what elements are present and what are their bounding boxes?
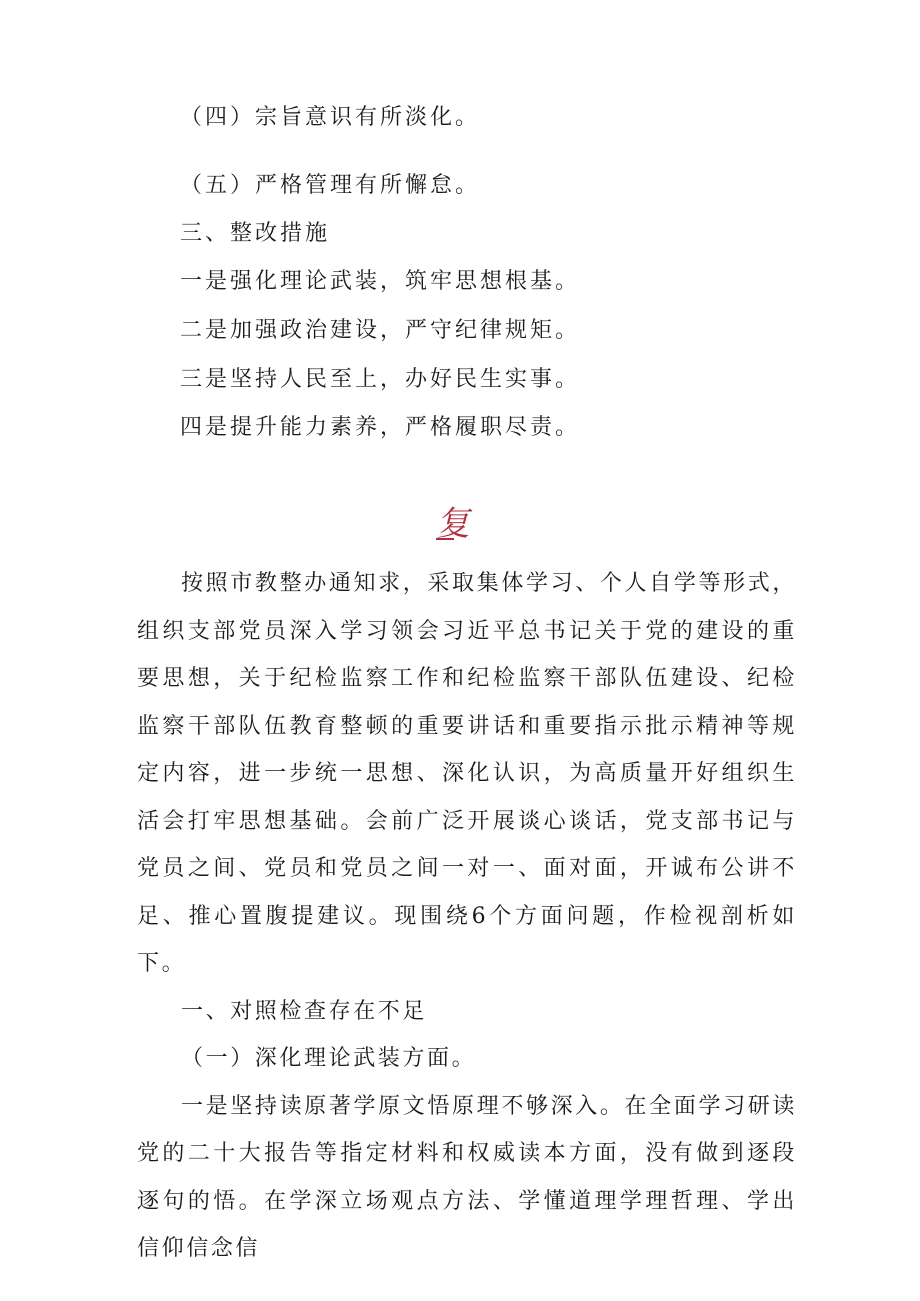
intro-paragraph: 按照市教整办通知求，采取集体学习、个人自学等形式，组织支部党员深入学习领会习近平总书记关于党的建设的重要思想，关于纪检监察工作和纪检监察干部队伍建设、纪检监察干部队伍教育整顿的重要讲话和重要指示批示精神等规定内容，进一步统一思想、深化认识，为高质量开好组织生活会打牢思想基础。会前广泛开展谈心谈话，党支部书记与党员之间、党员和党员之间一对一、面对面，开诚布公讲不足、推心置腹提建议。现围绕6个方面问题，作检视剖析如下。 (137, 571, 797, 976)
measure-one: 一是强化理论武装，筑牢思想根基。 (180, 269, 581, 294)
section-mark: 复 (436, 504, 470, 544)
subheading-theory: （一）深化理论武装方面。 (181, 1046, 477, 1071)
measure-two: 二是加强政治建设，严守纪律规矩。 (180, 318, 581, 343)
point-one-paragraph: 一是坚持读原著学原文悟原理不够深入。在全面学习研读党的二十大报告等指定材料和权威读本方面，没有做到逐段逐句的悟。在学深立场观点方法、学懂道理学理哲理、学出信仰信念信 (137, 1093, 797, 1261)
item-four-purpose-awareness: （四）宗旨意识有所淡化。 (180, 105, 481, 130)
body-text (137, 560, 797, 1273)
item-five-strict-management: （五）严格管理有所懈怠。 (180, 173, 481, 198)
measure-four: 四是提升能力素养，严格履职尽责。 (180, 415, 581, 440)
heading-compare-check: 一、对照检查存在不足 (181, 998, 428, 1024)
measure-three: 三是坚持人民至上，办好民生实事。 (180, 367, 581, 392)
section-three-rectification: 三、整改措施 (180, 221, 331, 246)
